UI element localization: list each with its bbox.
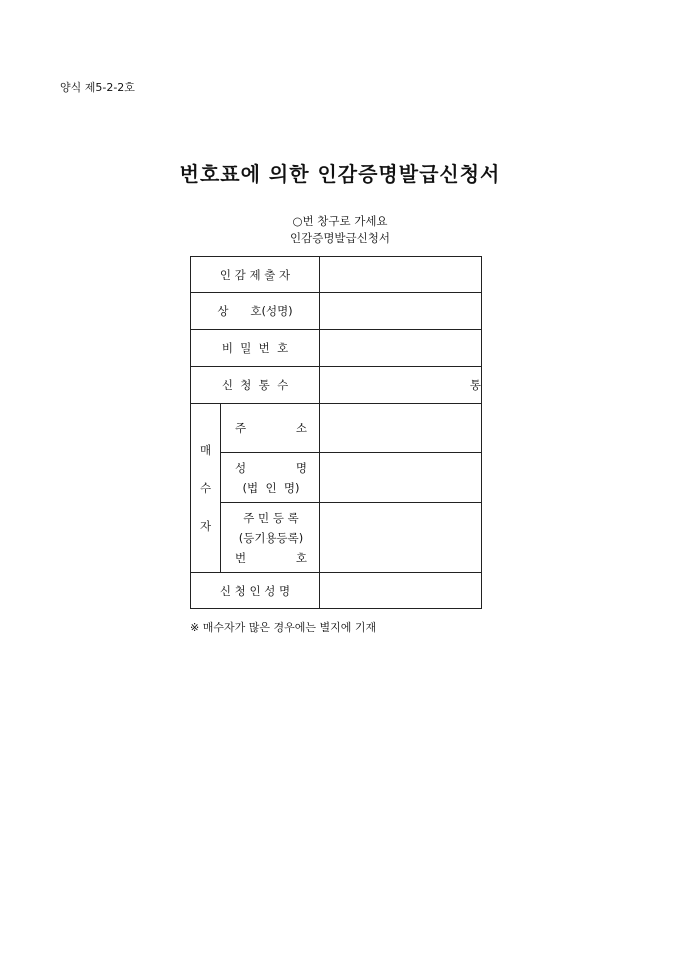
applicant-name-label: 신 청 인 성 명 <box>191 573 320 609</box>
copies-value-cell[interactable] <box>320 367 482 404</box>
document-title: 번호표에 의한 인감증명발급신청서 <box>179 162 501 186</box>
trade-name-value-cell[interactable] <box>320 293 482 330</box>
buyer-group-label: 매 수 자 <box>191 404 221 573</box>
applicant-name-value-cell[interactable] <box>320 573 482 609</box>
application-form-table <box>190 256 482 609</box>
window-notice-line-2: 인감증명발급신청서 <box>290 231 390 245</box>
address-label-left: 주 <box>235 421 247 435</box>
address-label-right: 소 <box>295 421 308 435</box>
submitter-label: 인 감 제 출 자 <box>191 257 320 293</box>
window-notice-line-1: ○번 창구로 가세요 <box>292 214 388 228</box>
registry-registration-label: (등기용등록) <box>238 530 304 545</box>
copies-label: 신 청 통 수 <box>191 367 320 404</box>
buyer-address-value-cell[interactable] <box>320 404 482 453</box>
buyer-registration-value-cell[interactable] <box>320 503 482 573</box>
table-row <box>191 330 482 367</box>
table-row <box>191 453 482 503</box>
trade-name-label: 상 호(성명) <box>191 293 320 330</box>
table-row <box>191 503 482 573</box>
corporate-name-label: (법 인 명) <box>242 480 300 495</box>
number-label-right: 호 <box>295 550 308 565</box>
name-label-left: 성 <box>235 460 247 475</box>
buyer-address-label <box>221 404 320 453</box>
buyer-registration-label <box>221 503 320 573</box>
password-label: 비 밀 번 호 <box>191 330 320 367</box>
buyer-name-value-cell[interactable] <box>320 453 482 503</box>
form-number: 양식 제5-2-2호 <box>60 81 135 94</box>
copies-unit: 통 <box>469 378 482 392</box>
table-row <box>191 257 482 293</box>
resident-registration-label: 주 민 등 록 <box>243 510 299 525</box>
table-row <box>191 573 482 609</box>
window-notice <box>0 213 680 247</box>
number-label-left: 번 <box>235 550 247 565</box>
table-row <box>191 367 482 404</box>
footnote: ※ 매수자가 많은 경우에는 별지에 기재 <box>190 621 377 634</box>
name-label-right: 명 <box>295 460 308 475</box>
submitter-value-cell[interactable] <box>320 257 482 293</box>
table-row <box>191 404 482 453</box>
password-value-cell[interactable] <box>320 330 482 367</box>
buyer-name-label <box>221 453 320 503</box>
table-row <box>191 293 482 330</box>
